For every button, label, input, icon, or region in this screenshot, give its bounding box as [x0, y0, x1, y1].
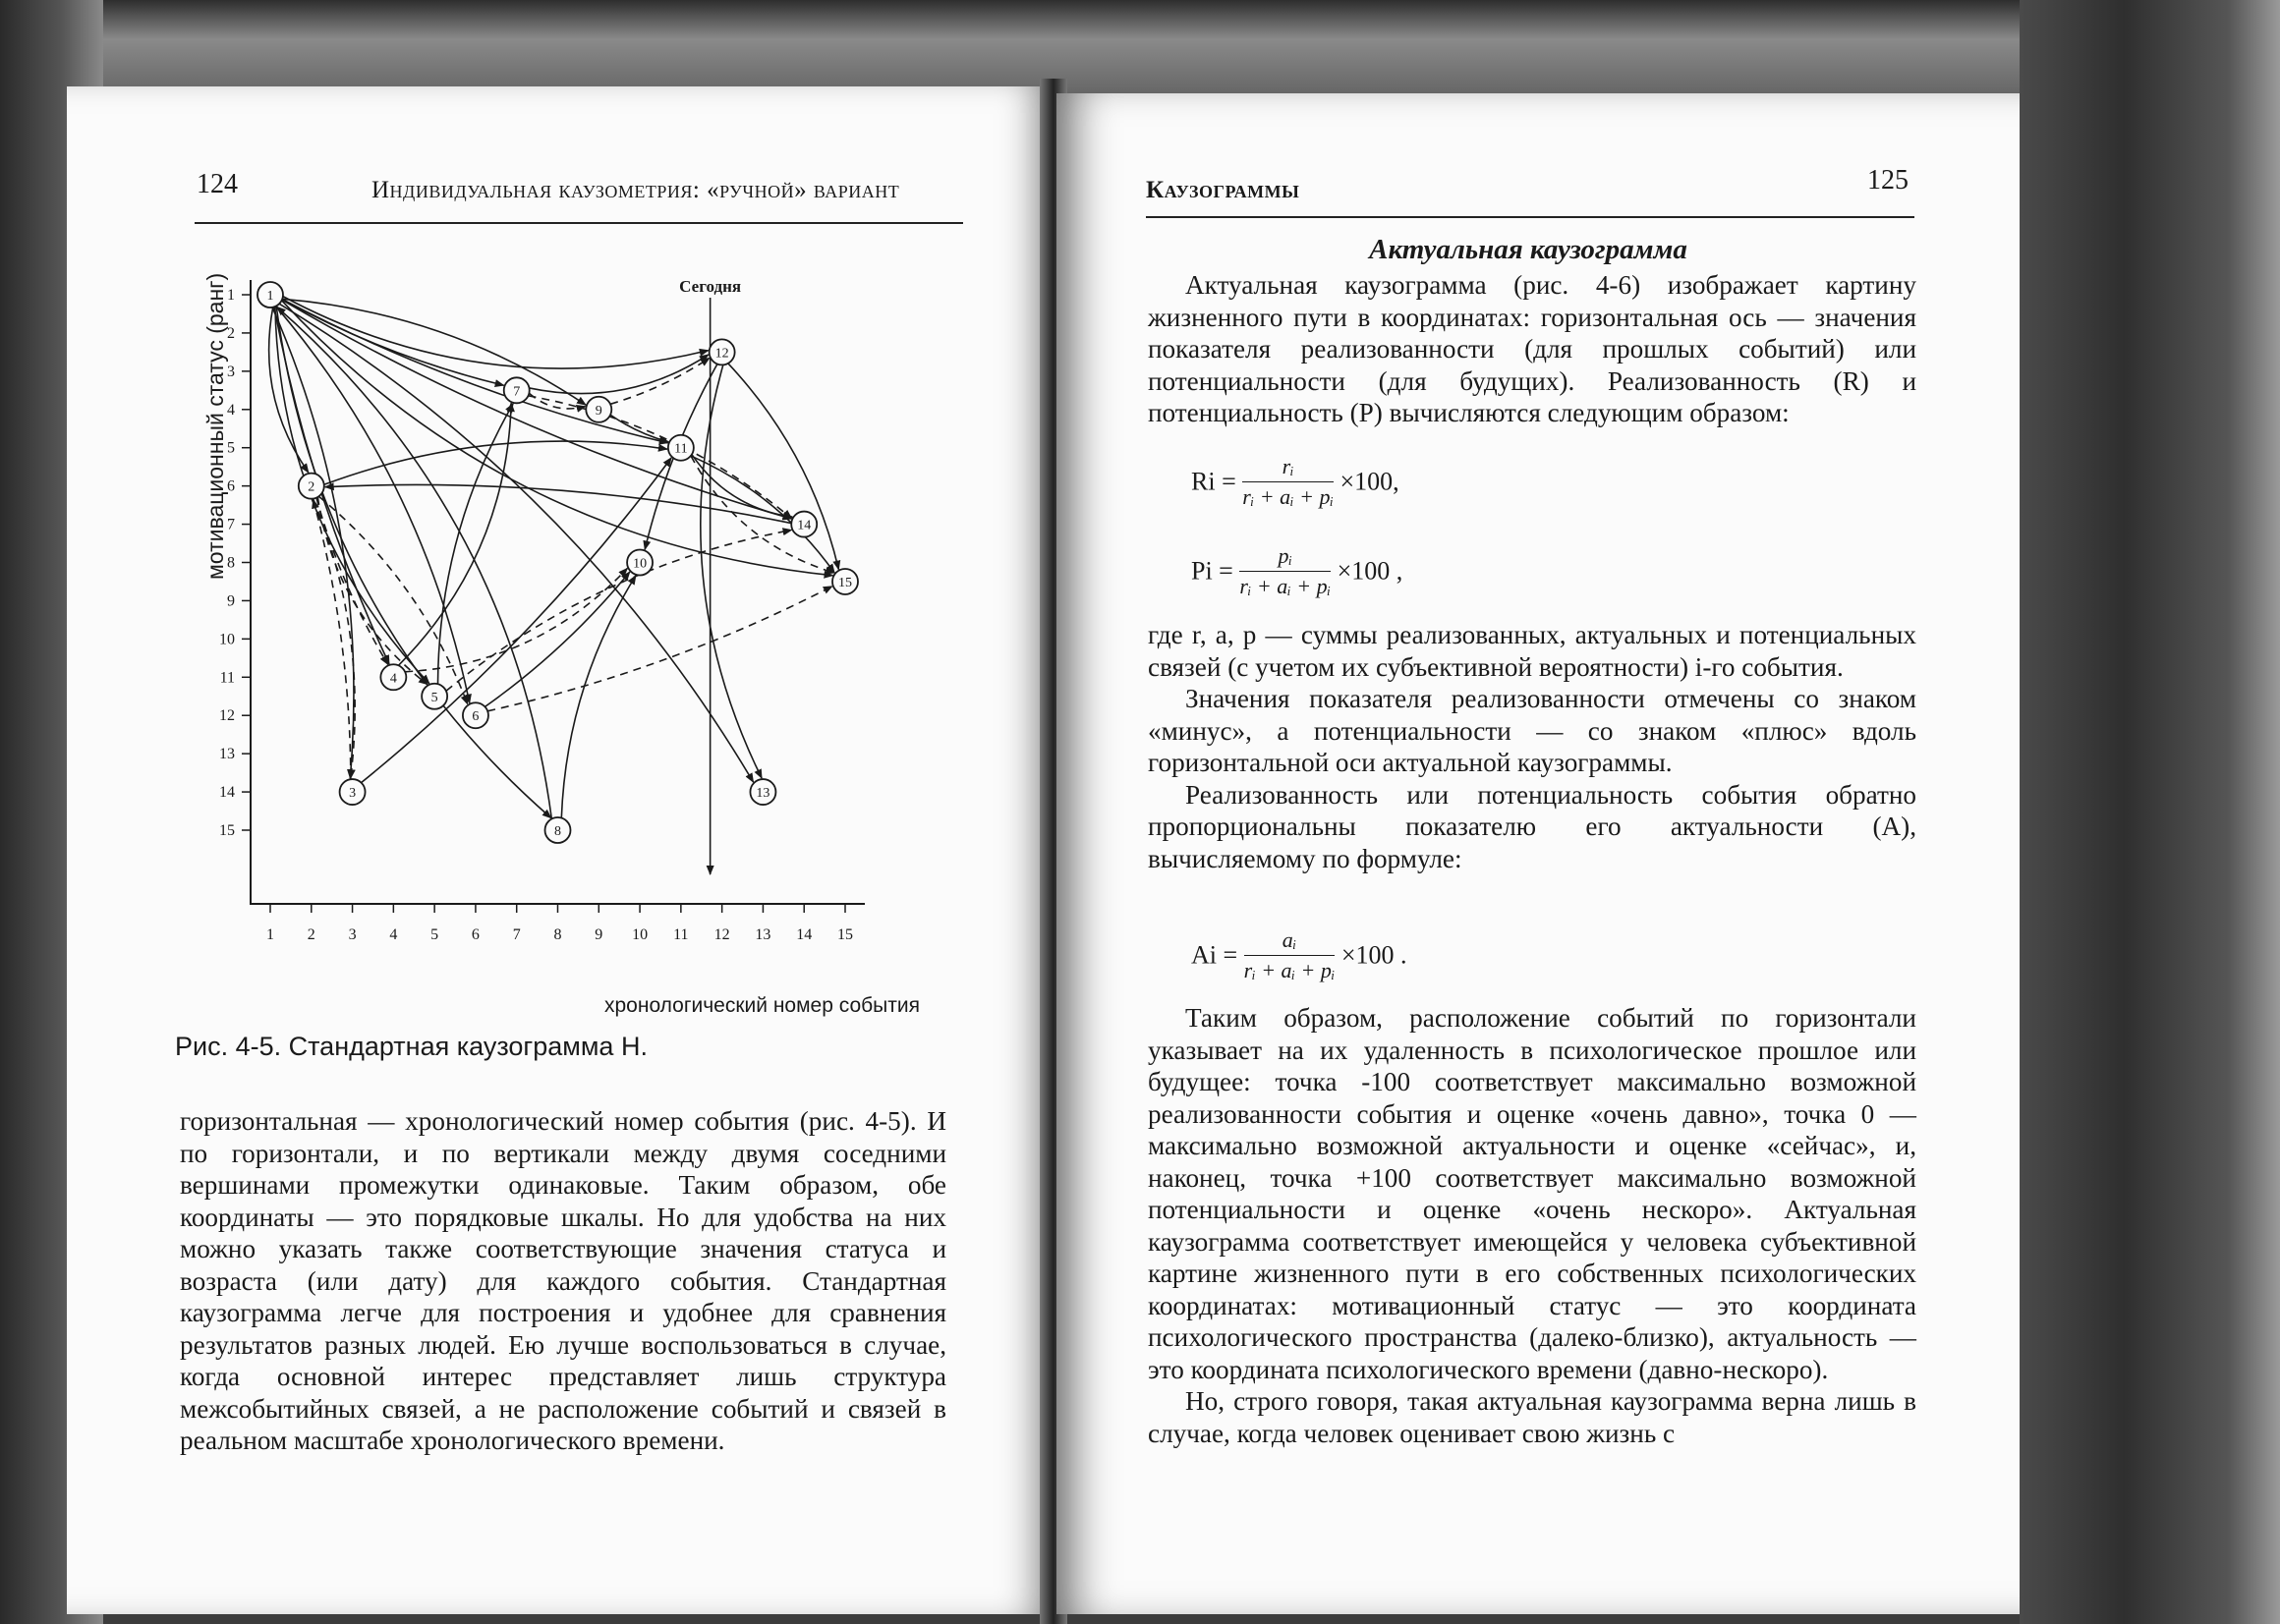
- right-para-2: где r, a, p — суммы реализованных, актуальных и потенциальных связей (с учетом их субъективной вероятности) i-го события.: [1148, 620, 1916, 682]
- x-axis-label: хронологический номер события: [604, 994, 920, 1017]
- event-node-label: 7: [513, 384, 521, 400]
- solid-link: [484, 572, 629, 706]
- causogram-chart: [167, 251, 973, 978]
- formula-ri-den: rᵢ + aᵢ + pᵢ: [1242, 484, 1334, 509]
- event-node-label: 5: [430, 690, 438, 705]
- x-tick-label: 6: [471, 926, 480, 943]
- x-tick-label: 11: [673, 926, 689, 943]
- x-tick-label: 4: [389, 926, 398, 943]
- solid-link: [282, 299, 586, 405]
- formula-ai-den: rᵢ + aᵢ + pᵢ: [1243, 958, 1336, 982]
- x-tick-label: 8: [553, 926, 562, 943]
- solid-link: [272, 308, 354, 778]
- solid-link: [282, 301, 833, 576]
- section-title: Актуальная каузограмма: [1369, 234, 1687, 265]
- formula-pi-lhs: Pi =: [1191, 556, 1233, 586]
- x-tick-label: 10: [632, 926, 649, 943]
- event-node-label: 9: [595, 403, 602, 419]
- solid-link: [282, 300, 668, 443]
- y-tick-label: 8: [227, 554, 235, 572]
- formula-ai: [1191, 927, 1407, 983]
- y-tick-label: 3: [227, 363, 235, 380]
- x-tick-label: 13: [755, 926, 771, 943]
- right-para-2-4-block: [1148, 619, 1916, 874]
- right-page-number: 125: [1867, 165, 1909, 196]
- dashed-link: [314, 499, 356, 779]
- solid-link: [438, 404, 514, 684]
- x-tick-label: 5: [430, 926, 439, 943]
- left-header-rule: [195, 222, 963, 224]
- right-para-4: Реализованность или потенциальность события обратно пропорциональны показателю его актуальности (A), вычисляемому по формуле:: [1148, 779, 1916, 873]
- right-header-rule: [1146, 216, 1914, 218]
- formula-pi-den: rᵢ + aᵢ + pᵢ: [1239, 574, 1332, 598]
- solid-link: [561, 576, 636, 818]
- x-tick-label: 2: [307, 926, 315, 943]
- event-node-label: 11: [674, 441, 688, 457]
- y-tick-label: 1: [227, 287, 235, 304]
- formula-pi-rhs: ×100 ,: [1337, 556, 1403, 586]
- figure-caption: Рис. 4-5. Стандартная каузограмма Н.: [175, 1032, 648, 1061]
- left-page-number: 124: [197, 169, 238, 199]
- event-node-label: 3: [349, 786, 357, 802]
- right-para-1: Актуальная каузограмма (рис. 4-6) изображает картину жизненного пути в координатах: горизонтальная ось — значения показателя реализованности (для прошлых событий) или потенциальности (для будущих). Реализованность (R) и потенциальность (P) вычисляются следующим образом:: [1148, 270, 1916, 427]
- formula-ri-rhs: ×100,: [1340, 467, 1399, 496]
- y-tick-label: 6: [227, 477, 235, 495]
- right-para-1-block: [1148, 269, 1916, 429]
- y-tick-label: 2: [227, 324, 235, 342]
- x-tick-label: 3: [348, 926, 357, 943]
- y-tick-label: 10: [219, 631, 235, 648]
- y-tick-label: 4: [227, 401, 235, 419]
- x-tick-label: 15: [837, 926, 853, 943]
- event-node-label: 8: [554, 824, 561, 839]
- right-para-3: Значения показателя реализованности отмечены со знаком «минус», а потенциальности — со знаком «плюс» вдоль горизонтальной оси актуальной каузограммы.: [1148, 684, 1916, 777]
- formula-ri-num: rᵢ: [1242, 454, 1334, 482]
- y-tick-label: 15: [219, 822, 235, 839]
- solid-link: [362, 458, 672, 783]
- x-tick-label: 14: [796, 926, 813, 943]
- left-paragraph: горизонтальная — хронологический номер события (рис. 4-5). И по горизонтали, и по вертикали между двумя соседними вершинами промежутки одинаковые. Таким образом, обе координаты — это порядковые шкалы. Но для удобства на них можно указать также соответствующие значения статуса и возраста (или дату) для каждого события. Стандартная каузограмма легче для построения и удобнее для сравнения результатов разных людей. Ею лучше воспользоваться в случае, когда основной интерес представляет лишь структура межсобытийных связей, а не расположение событий и связей в реальном масштабе хронологического времени.: [180, 1106, 946, 1455]
- formula-pi: [1191, 543, 1402, 599]
- event-node-label: 13: [756, 786, 770, 802]
- right-para-5-6-block: [1148, 1002, 1916, 1449]
- right-running-head: Каузограммы: [1146, 177, 1300, 203]
- left-running-head: Индивидуальная каузометрия: «ручной» вариант: [371, 177, 900, 203]
- event-node-label: 15: [838, 575, 852, 590]
- dashed-link: [487, 587, 832, 711]
- y-tick-label: 13: [219, 746, 235, 763]
- x-tick-label: 1: [266, 926, 274, 943]
- y-tick-label: 7: [227, 516, 235, 533]
- dashed-link: [314, 500, 351, 780]
- solid-link: [325, 484, 792, 523]
- y-tick-label: 11: [219, 669, 235, 687]
- solid-link: [269, 308, 309, 473]
- event-node-label: 2: [308, 479, 315, 495]
- y-tick-label: 9: [227, 592, 235, 610]
- dashed-link: [528, 396, 791, 519]
- solid-link: [398, 403, 511, 665]
- event-node-label: 10: [633, 556, 648, 572]
- right-para-5: Таким образом, расположение событий по горизонтали указывает на их удаленность в психологическое прошлое или будущее: точка -100 соответствует максимально возможной реализованности события и оценке «очень давно», точка 0 — максимально возможной актуальности и оценке «сейчас», и, наконец, точка +100 соответствует максимально возможной потенциальности и оценке «очень нескоро». Актуальная каузограмма соответствует имеющейся у человека субъективной картине жизненного пути в его собственных психологических координатах: мотивационный статус — это координата психологического пространства (далеко-близко), актуальность — это координата психологического времени (давно-нескоро).: [1148, 1003, 1916, 1384]
- left-body-text: [180, 1105, 946, 1457]
- solid-link: [324, 441, 667, 484]
- event-node-label: 14: [797, 518, 812, 533]
- formula-ri: [1191, 454, 1399, 510]
- event-node-label: 12: [714, 346, 729, 362]
- formula-ai-num: aᵢ: [1244, 927, 1336, 956]
- event-node-label: 1: [266, 289, 274, 304]
- y-tick-label: 5: [227, 439, 235, 457]
- solid-link: [610, 415, 668, 442]
- event-node-label: 4: [389, 671, 397, 687]
- x-tick-label: 7: [512, 926, 521, 943]
- right-para-6: Но, строго говоря, такая актуальная каузограмма верна лишь в случае, когда человек оценивает свою жизнь с: [1148, 1386, 1916, 1448]
- formula-ai-rhs: ×100 .: [1340, 940, 1407, 970]
- formula-ri-lhs: Ri =: [1191, 467, 1236, 496]
- today-label: Сегодня: [679, 277, 742, 296]
- solid-link: [279, 304, 753, 782]
- x-tick-label: 9: [595, 926, 603, 943]
- y-tick-label: 12: [219, 707, 235, 725]
- solid-link: [728, 364, 839, 570]
- y-tick-label: 14: [219, 784, 235, 802]
- y-axis-label: мотивационный статус (ранг): [202, 272, 228, 580]
- event-node-label: 6: [472, 709, 480, 725]
- solid-link: [529, 355, 708, 394]
- formula-pi-num: pᵢ: [1239, 543, 1331, 572]
- formula-ai-lhs: Ai =: [1191, 940, 1238, 970]
- dashed-link: [317, 497, 428, 685]
- dashed-link: [446, 530, 792, 691]
- x-tick-label: 12: [713, 926, 730, 943]
- scan-right-edge: [2020, 0, 2280, 1624]
